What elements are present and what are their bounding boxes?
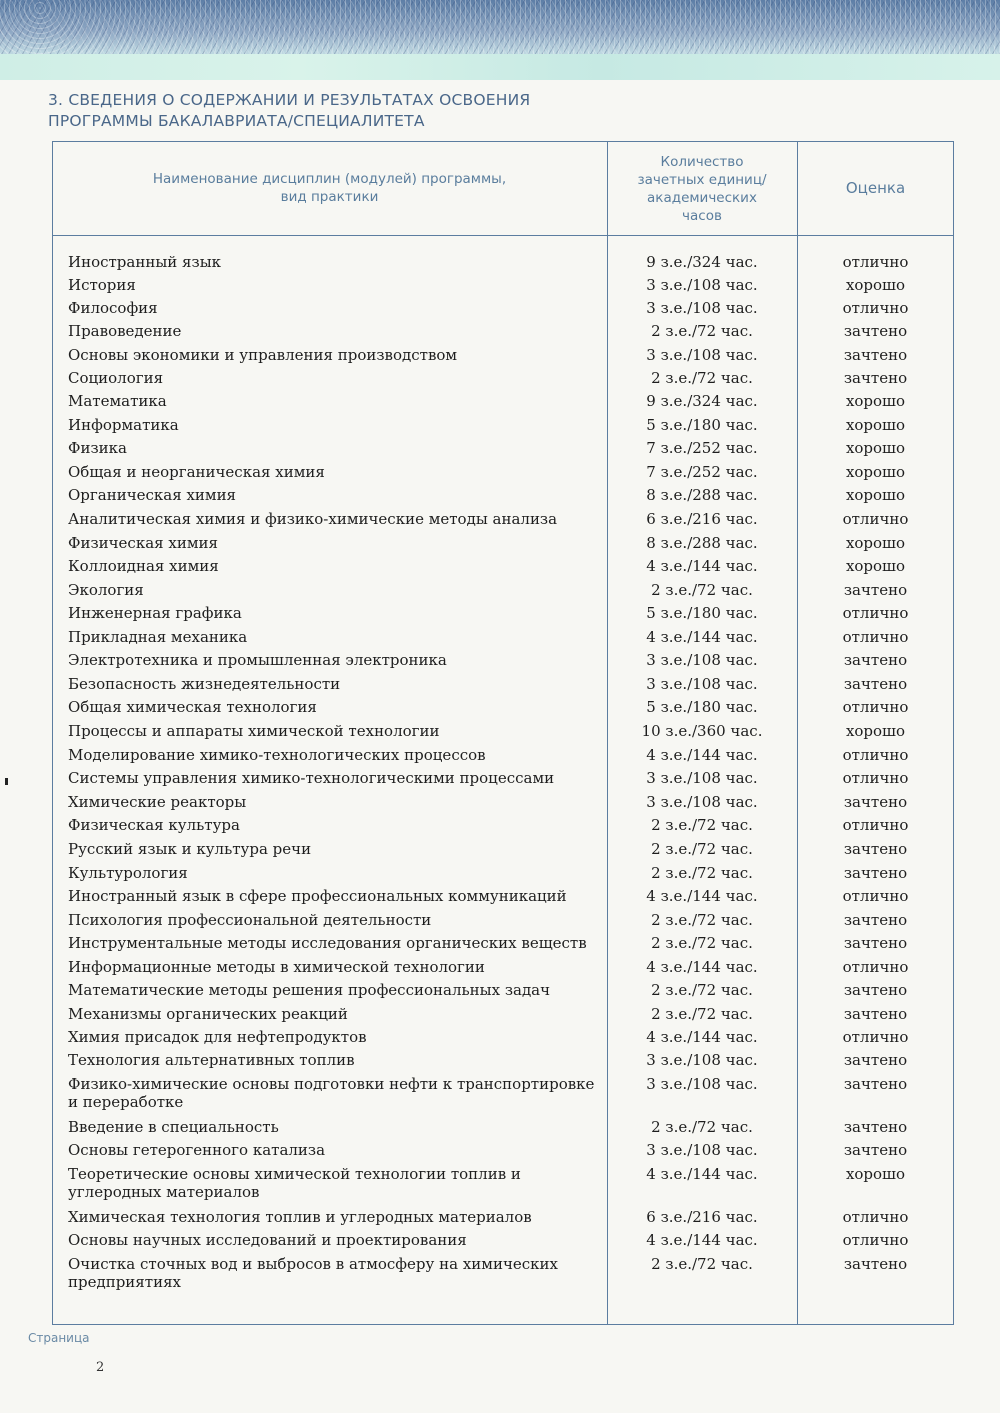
credit-hours: 4 з.е./144 час.	[646, 1231, 758, 1249]
grade: зачтено	[843, 322, 908, 340]
credit-hours: 3 з.е./108 час.	[646, 675, 758, 693]
credit-hours: 3 з.е./108 час.	[646, 276, 758, 294]
grade: зачтено	[843, 911, 908, 929]
grade: зачтено	[843, 1075, 908, 1093]
page-label: Страница	[28, 1331, 90, 1345]
grade: хорошо	[845, 276, 906, 294]
header-grade: Оценка	[845, 179, 906, 197]
credit-hours: 2 з.е./72 час.	[651, 934, 753, 952]
grade: отлично	[842, 746, 909, 764]
grade: зачтено	[843, 1051, 908, 1069]
discipline-name: Аналитическая химия и физико-химические методы анализа	[68, 510, 558, 528]
grade: зачтено	[843, 934, 908, 952]
credit-hours: 2 з.е./72 час.	[651, 369, 753, 387]
credit-hours: 2 з.е./72 час.	[651, 840, 753, 858]
discipline-name: Социология	[68, 369, 164, 387]
credit-hours: 2 з.е./72 час.	[651, 322, 753, 340]
discipline-name: Информатика	[68, 416, 179, 434]
discipline-name: Инженерная графика	[68, 604, 242, 622]
discipline-name: Системы управления химико-технологическими процессами	[68, 769, 555, 787]
discipline-name: Философия	[68, 299, 158, 317]
grade: зачтено	[843, 1005, 908, 1023]
discipline-name: Физическая химия	[68, 534, 218, 552]
grade: зачтено	[843, 581, 908, 599]
credit-hours: 4 з.е./144 час.	[646, 628, 758, 646]
grade: отлично	[842, 1208, 909, 1226]
credit-hours: 3 з.е./108 час.	[646, 1051, 758, 1069]
discipline-name: Общая химическая технология	[68, 698, 317, 716]
credit-hours: 7 з.е./252 час.	[646, 463, 758, 481]
discipline-name: Физика	[68, 439, 127, 457]
grade: отлично	[842, 253, 909, 271]
credit-hours: 4 з.е./144 час.	[646, 746, 758, 764]
credit-hours: 5 з.е./180 час.	[646, 698, 758, 716]
grade: отлично	[842, 1231, 909, 1249]
discipline-name: Психология профессиональной деятельности	[68, 911, 432, 929]
grade: отлично	[842, 1028, 909, 1046]
grade: отлично	[842, 604, 909, 622]
credit-hours: 3 з.е./108 час.	[646, 299, 758, 317]
grade: хорошо	[845, 439, 906, 457]
grade: зачтено	[843, 981, 908, 999]
credit-hours: 4 з.е./144 час.	[646, 887, 758, 905]
credit-hours: 2 з.е./72 час.	[651, 864, 753, 882]
grade: зачтено	[843, 1255, 908, 1273]
credit-hours: 3 з.е./108 час.	[646, 1075, 758, 1093]
discipline-name: Электротехника и промышленная электроника	[68, 651, 447, 669]
grade: отлично	[842, 769, 909, 787]
credit-hours: 4 з.е./144 час.	[646, 1165, 758, 1183]
header-credits-line4: часов	[682, 208, 722, 224]
section-title	[48, 90, 748, 132]
discipline-name: Правоведение	[68, 322, 182, 340]
header-credits-line2: зачетных единиц/	[637, 172, 767, 188]
decorative-banner	[0, 0, 1000, 80]
section-title-line2: ПРОГРАММЫ БАКАЛАВРИАТА/СПЕЦИАЛИТЕТА	[48, 112, 425, 130]
discipline-name: Моделирование химико-технологических процессов	[68, 746, 486, 764]
discipline-name: Основы научных исследований и проектирования	[68, 1231, 467, 1249]
discipline-name: Очистка сточных вод и выбросов в атмосферу на химических предприятиях	[68, 1255, 558, 1291]
scan-speck	[5, 778, 8, 785]
grade: хорошо	[845, 392, 906, 410]
discipline-name: Органическая химия	[68, 486, 237, 504]
grade: хорошо	[845, 416, 906, 434]
credit-hours: 9 з.е./324 час.	[646, 253, 758, 271]
credit-hours: 2 з.е./72 час.	[651, 911, 753, 929]
guilloche-pattern	[0, 0, 1000, 54]
discipline-name: Химическая технология топлив и углеродных материалов	[68, 1208, 532, 1226]
discipline-name: Русский язык и культура речи	[68, 840, 312, 858]
discipline-name: Коллоидная химия	[68, 557, 219, 575]
discipline-name: Физико-химические основы подготовки нефти к транспортировке и переработке	[68, 1075, 595, 1111]
grade: хорошо	[845, 557, 906, 575]
grade: зачтено	[843, 840, 908, 858]
grade: зачтено	[843, 369, 908, 387]
header-discipline	[52, 170, 607, 206]
credit-hours: 6 з.е./216 час.	[646, 1208, 758, 1226]
credit-hours: 2 з.е./72 час.	[651, 1118, 753, 1136]
grade: зачтено	[843, 651, 908, 669]
discipline-name: Основы гетерогенного катализа	[68, 1141, 326, 1159]
credit-hours: 2 з.е./72 час.	[651, 816, 753, 834]
grade: отлично	[842, 299, 909, 317]
credit-hours: 2 з.е./72 час.	[651, 981, 753, 999]
grade: зачтено	[843, 864, 908, 882]
discipline-name: Иностранный язык	[68, 253, 222, 271]
discipline-name: Основы экономики и управления производством	[68, 346, 458, 364]
discipline-name: Математические методы решения профессиональных задач	[68, 981, 551, 999]
credit-hours: 8 з.е./288 час.	[646, 486, 758, 504]
discipline-name: История	[68, 276, 136, 294]
grade: зачтено	[843, 346, 908, 364]
credit-hours: 2 з.е./72 час.	[651, 1255, 753, 1273]
header-discipline-line1: Наименование дисциплин (модулей) программы,	[152, 171, 507, 187]
credit-hours: 2 з.е./72 час.	[651, 581, 753, 599]
credit-hours: 3 з.е./108 час.	[646, 651, 758, 669]
grade: отлично	[842, 816, 909, 834]
grade: хорошо	[845, 486, 906, 504]
discipline-name: Инструментальные методы исследования органических веществ	[68, 934, 587, 952]
grade: отлично	[842, 628, 909, 646]
credit-hours: 3 з.е./108 час.	[646, 769, 758, 787]
grade: отлично	[842, 887, 909, 905]
header-discipline-line2: вид практики	[280, 189, 379, 205]
grade: отлично	[842, 958, 909, 976]
discipline-name: Введение в специальность	[68, 1118, 279, 1136]
grade: отлично	[842, 698, 909, 716]
credit-hours: 4 з.е./144 час.	[646, 557, 758, 575]
credit-hours: 6 з.е./216 час.	[646, 510, 758, 528]
discipline-name: Математика	[68, 392, 167, 410]
discipline-name: Культурология	[68, 864, 188, 882]
discipline-name: Иностранный язык в сфере профессиональных коммуникаций	[68, 887, 567, 905]
credit-hours: 3 з.е./108 час.	[646, 1141, 758, 1159]
header-credits-line1: Количество	[660, 154, 744, 170]
discipline-name: Механизмы органических реакций	[68, 1005, 348, 1023]
page-number: 2	[96, 1360, 105, 1375]
grade: зачтено	[843, 675, 908, 693]
discipline-name: Химия присадок для нефтепродуктов	[68, 1028, 367, 1046]
discipline-name: Прикладная механика	[68, 628, 248, 646]
credit-hours: 4 з.е./144 час.	[646, 1028, 758, 1046]
section-title-line1: 3. СВЕДЕНИЯ О СОДЕРЖАНИИ И РЕЗУЛЬТАТАХ ОСВОЕНИЯ	[48, 91, 531, 109]
grade: хорошо	[845, 722, 906, 740]
header-divider	[52, 235, 954, 236]
banner-strip	[0, 54, 1000, 80]
header-credits-line3: академических	[647, 190, 757, 206]
credit-hours: 3 з.е./108 час.	[646, 793, 758, 811]
credit-hours: 2 з.е./72 час.	[651, 1005, 753, 1023]
discipline-name: Безопасность жизнедеятельности	[68, 675, 341, 693]
discipline-name: Процессы и аппараты химической технологии	[68, 722, 440, 740]
credit-hours: 10 з.е./360 час.	[641, 722, 763, 740]
credit-hours: 8 з.е./288 час.	[646, 534, 758, 552]
grade: зачтено	[843, 793, 908, 811]
credit-hours: 5 з.е./180 час.	[646, 416, 758, 434]
credit-hours: 9 з.е./324 час.	[646, 392, 758, 410]
discipline-name: Химические реакторы	[68, 793, 247, 811]
credit-hours: 5 з.е./180 час.	[646, 604, 758, 622]
credit-hours: 7 з.е./252 час.	[646, 439, 758, 457]
discipline-name: Теоретические основы химической технологии топлив и углеродных материалов	[68, 1165, 521, 1201]
discipline-name: Информационные методы в химической технологии	[68, 958, 485, 976]
credit-hours: 4 з.е./144 час.	[646, 958, 758, 976]
grade: зачтено	[843, 1141, 908, 1159]
grade: хорошо	[845, 534, 906, 552]
discipline-name: Физическая культура	[68, 816, 240, 834]
discipline-name: Технология альтернативных топлив	[68, 1051, 355, 1069]
grade: хорошо	[845, 1165, 906, 1183]
grade: хорошо	[845, 463, 906, 481]
discipline-name: Экология	[68, 581, 144, 599]
grade: зачтено	[843, 1118, 908, 1136]
credit-hours: 3 з.е./108 час.	[646, 346, 758, 364]
grade: отлично	[842, 510, 909, 528]
header-credits	[607, 153, 797, 225]
discipline-name: Общая и неорганическая химия	[68, 463, 325, 481]
